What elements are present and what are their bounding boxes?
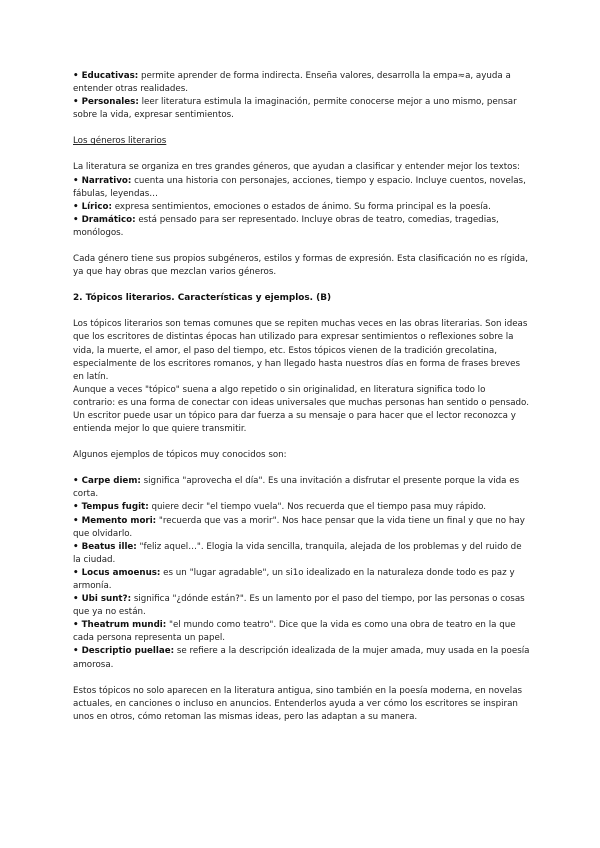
list-item (73, 645, 530, 671)
list-item-term: • Carpe diem: (73, 476, 141, 487)
list-item (73, 214, 530, 240)
list-item-term: • Descriptio puellae: (73, 646, 175, 657)
paragraph: Cada género tiene sus propios subgéneros, estilos y formas de expresión. Esta clasificación no es rígida, ya que hay obras que mezclan varios géneros. (73, 254, 528, 278)
list-item-text: cuenta una historia con personajes, acciones, tiempo y espacio. Incluye cuentos, novelas, fábulas, leyendas… (73, 175, 526, 199)
paragraph: Los tópicos literarios son temas comunes que se repiten muchas veces en las obras literarias. Son ideas que los escritores de distintas épocas han utilizado para expresar sentimientos o reflexiones sobre la vida, la muerte, el amor, el paso del tiempo, etc. Estos tópicos vienen de la tradición grecolatina, especialmente de los escritores romanos, y han llegado hasta nuestros días en forma de frases breves en latín. (73, 319, 528, 382)
section-heading-topicos: 2. Tópicos literarios. Características y ejemplos. (B) (73, 293, 332, 304)
list-item-term: • Locus amoenus: (73, 567, 161, 578)
list-item-term: • Educativas: (73, 71, 139, 81)
list-item (73, 515, 530, 541)
list-item-term: • Personales: (73, 97, 139, 108)
list-item-term: • Tempus fugit: (73, 502, 149, 513)
list-item (73, 593, 530, 619)
list-item-text: está pensado para ser representado. Incluye obras de teatro, comedias, tragedias, monólogos. (73, 214, 499, 238)
list-item-term: • Memento mori: (73, 515, 157, 526)
section-heading-genres: Los géneros literarios (73, 136, 167, 147)
list-item-text: se reﬁere a la descripción idealizada de la mujer amada, muy usada en la poesía amorosa. (73, 646, 530, 670)
list-item (73, 175, 530, 201)
list-item (73, 619, 530, 645)
list-item (73, 567, 530, 593)
list-item (73, 501, 530, 514)
list-item-text: permite aprender de forma indirecta. Enseña valores, desarrolla la empa≈a, ayuda a entender otras realidades. (73, 71, 511, 95)
list-item-term: • Ubi sunt?: (73, 594, 132, 605)
paragraph: Aunque a veces "tópico" suena a algo repetido o sin originalidad, en literatura significa todo lo contrario: es una forma de conectar con ideas universales que muchas personas han sentido o pensado. Un escritor puede usar un tópico para dar fuerza a su mensaje o para hacer que el lector reconozca y entienda mejor lo que quiere transmitir. (73, 384, 529, 435)
list-item-term: • Dramático: (73, 214, 136, 225)
list-item-term: • Theatrum mundi: (73, 620, 167, 631)
list-item (73, 96, 530, 122)
list-item-text: "feliz aquel…". Elogia la vida sencilla, tranquila, alejada de los problemas y del ruido de la ciudad. (73, 541, 522, 565)
list-item-term: • Beatus ille: (73, 541, 137, 552)
list-item-text: expresa sentimientos, emociones o estados de ánimo. Su forma principal es la poesía. (111, 201, 491, 212)
list-item (73, 541, 530, 567)
list-item-text: quiere decir "el tiempo vuela". Nos recuerda que el tiempo pasa muy rápido. (148, 502, 487, 513)
list-item-text: es un "lugar agradable", un si1o idealizado en la naturaleza donde todo es paz y armonía. (73, 567, 515, 591)
paragraph: La literatura se organiza en tres grandes géneros, que ayudan a clasiﬁcar y entender mejor los textos: (73, 162, 520, 173)
list-item (73, 70, 530, 96)
list-item-term: • Lírico: (73, 201, 112, 212)
list-item-term: • Narrativo: (73, 175, 132, 186)
paragraph: Algunos ejemplos de tópicos muy conocidos son: (73, 450, 287, 461)
list-item-text: significa "¿dónde están?". Es un lamento por el paso del tiempo, por las personas o cosas que ya no están. (73, 594, 525, 618)
list-item-text: "el mundo como teatro". Dice que la vida es como una obra de teatro en la que cada persona representa un papel. (73, 620, 516, 644)
list-item (73, 475, 530, 501)
list-item-text: "recuerda que vas a morir". Nos hace pensar que la vida tiene un final y que no hay que olvidarlo. (73, 515, 525, 539)
list-item-text: significa "aprovecha el día". Es una invitación a disfrutar el presente porque la vida es corta. (73, 476, 520, 500)
list-item-text: leer literatura estimula la imaginación, permite conocerse mejor a uno mismo, pensar sobre la vida, expresar sentimientos. (73, 97, 517, 121)
paragraph: Estos tópicos no solo aparecen en la literatura antigua, sino también en la poesía moderna, en novelas actuales, en canciones o incluso en anuncios. Entenderlos ayuda a ver cómo los escritores se inspiran unos en otros, cómo retoman las mismas ideas, pero las adaptan a su manera. (73, 685, 523, 722)
list-item (73, 201, 530, 214)
